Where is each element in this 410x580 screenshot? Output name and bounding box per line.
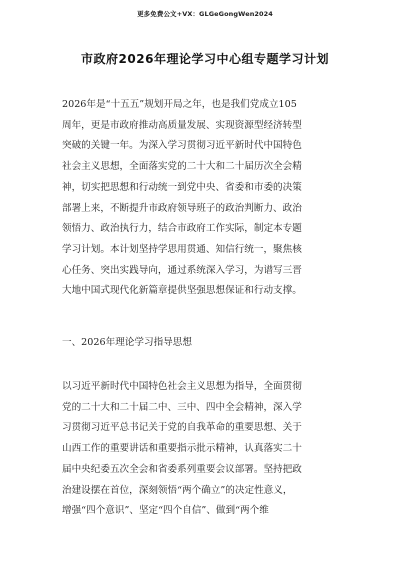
paragraph-line: 神，切实把思想和行动统一到党中央、省委和市委的决策	[62, 181, 302, 193]
paragraph-line: 以习近平新时代中国特色社会主义思想为指导，全面贯彻	[62, 381, 302, 392]
paragraph-line: 社会主义思想，全面落实党的二十大和二十届历次全会精	[62, 161, 302, 173]
paragraph-line: 党的二十大和二十届二中、三中、四中全会精神，深入学	[62, 401, 302, 413]
header-note: 更多免费公文+VX：GLGeGongWen2024	[137, 10, 273, 18]
paragraph-line: 领悟力、政治执行力，结合市政府工作实际，制定本专题	[62, 223, 302, 235]
paragraph-line: 部署上来，不断提升市政府领导班子的政治判断力、政治	[62, 202, 302, 214]
paragraph-line: 学习计划。本计划坚持学思用贯通、知信行统一，聚焦核	[62, 243, 302, 255]
document-title: 市政府2026年理论学习中心组专题学习计划	[81, 52, 329, 66]
paragraph-line: 心任务、突出实践导向，通过系统深入学习，为谱写三晋	[62, 264, 302, 276]
paragraph-line: 突破的关键一年。为深入学习贯彻习近平新时代中国特色	[62, 140, 302, 152]
paragraph-line: 习贯彻习近平总书记关于党的自我革命的重要思想、关于	[62, 422, 302, 434]
section-heading: 一、2026年理论学习指导思想	[62, 337, 192, 348]
paragraph-line: 增强“四个意识”、坚定“四个自信”、做到“两个维	[62, 505, 269, 517]
guiding-thought-paragraph	[62, 377, 351, 522]
paragraph-line: 山西工作的重要讲话和重要指示批示精神，认真落实二十	[62, 443, 302, 455]
intro-paragraph	[62, 95, 351, 302]
paragraph-line: 大地中国式现代化新篇章提供坚强思想保证和行动支撑。	[62, 285, 302, 297]
paragraph-line: 届中央纪委五次全会和省委系列重要会议部署。坚持把政	[62, 463, 302, 475]
paragraph-line: 治建设摆在首位，深刻领悟“两个确立”的决定性意义，	[62, 484, 293, 496]
paragraph-line: 2026年是“十五五”规划开局之年，也是我们党成立105	[62, 99, 297, 110]
paragraph-line: 周年，更是市政府推动高质量发展、实现资源型经济转型	[62, 119, 302, 131]
